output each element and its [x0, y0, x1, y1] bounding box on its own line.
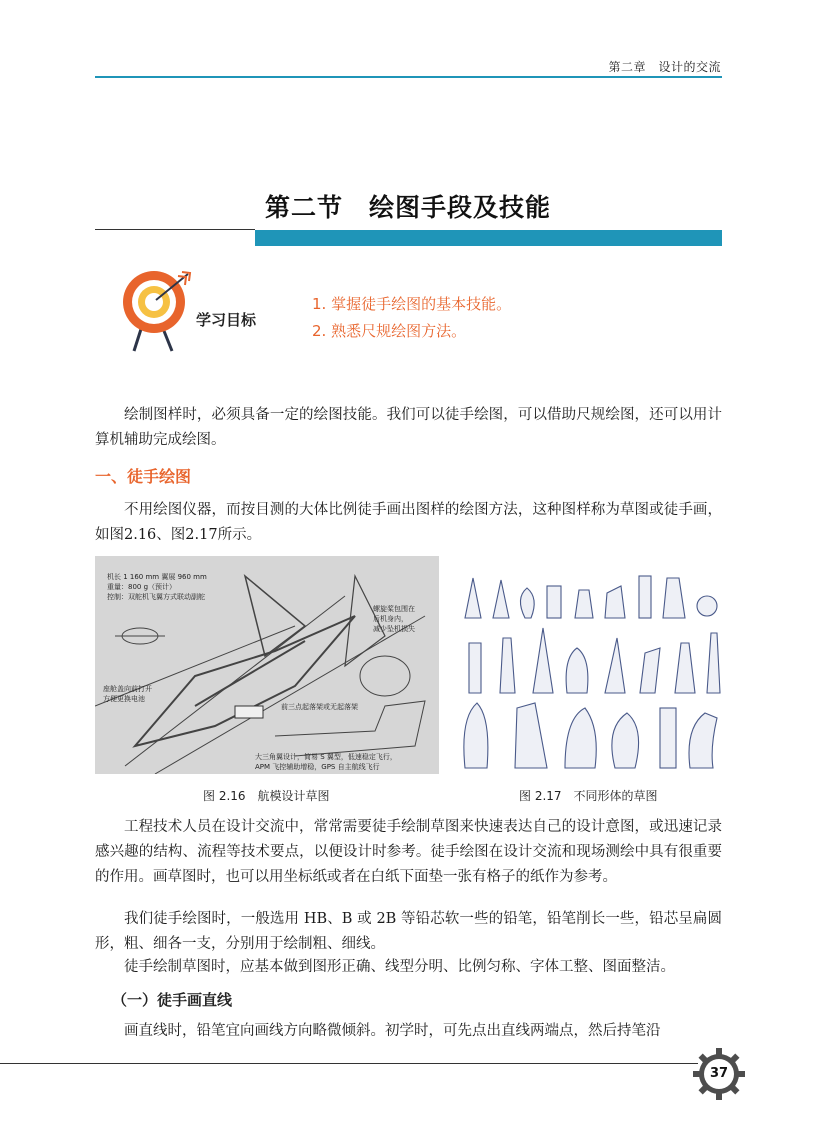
sketch-note-prop	[373, 604, 415, 634]
title-underline	[95, 229, 255, 230]
sketch-note-line: APM 飞控辅助增稳，GPS 自主航线飞行	[255, 763, 380, 771]
sketch-note-cargo	[103, 684, 152, 704]
section-title: 第二节 绘图手段及技能	[264, 193, 551, 222]
subheading-straight-lines: （一）徒手画直线	[112, 991, 233, 1009]
goals-label: 学习目标	[196, 311, 257, 329]
heading-freehand: 一、徒手绘图	[95, 467, 192, 486]
running-header: 第二章 设计的交流	[608, 60, 721, 74]
bottle-sketches-image	[455, 568, 722, 774]
goal-item-2: 2. 熟悉尺规绘图方法。	[312, 322, 467, 340]
sketch-use-paragraph: 工程技术人员在设计交流中，常常需要徒手绘制草图来快速表达自己的设计意图，或迅速记录感兴趣的结构、流程等技术要点，以便设计时参考。徒手绘图在设计交流和现场测绘中具有很重要的作用。画草图时，也可以用坐标纸或者在白纸下面垫一张有格子的纸作为参考。	[95, 819, 722, 885]
straight-line-paragraph: 画直线时，铅笔宜向画线方向略微倾斜。初学时，可先点出直线两端点，然后持笔沿	[124, 1023, 661, 1039]
requirements-paragraph: 徒手绘制草图时，应基本做到图形正确、线型分明、比例匀称、字体工整、图面整洁。	[124, 959, 675, 975]
sketch-note-specs	[107, 572, 207, 602]
freehand-paragraph: 不用绘图仪器，而按目测的大体比例徒手画出图样的绘图方法，这种图样称为草图或徒手画，如图2.16、图2.17所示。	[95, 502, 722, 543]
sketch-note-line: 机长 1 160 mm 翼展 960 mm	[107, 573, 207, 581]
sketch-note-line: 螺旋桨包围在	[373, 605, 415, 613]
title-accent-bar	[255, 230, 722, 246]
figure-2-17-caption: 图 2.17 不同形体的草图	[519, 789, 658, 803]
sketch-note-line: 后机身内，	[373, 615, 408, 623]
footer-rule	[0, 1063, 698, 1064]
intro-paragraph: 绘制图样时，必须具备一定的绘图技能。我们可以徒手绘图，可以借助尺规绘图，还可以用计算机辅助完成绘图。	[95, 407, 722, 448]
sketch-note-line: 控制：双舵机飞翼方式联动副舵	[107, 593, 205, 601]
sketch-note-line: 重量：800 g（预计）	[107, 583, 177, 591]
sketch-note-line: 大三角翼设计，简易 S 翼型，低速稳定飞行，	[255, 753, 397, 761]
sketch-note-line: 座舱盖向前打开	[103, 685, 152, 693]
goal-item-1: 1. 掌握徒手绘图的基本技能。	[312, 295, 512, 313]
sketch-note-line: 减少坠机损失	[373, 625, 415, 633]
sketch-note-features	[255, 752, 397, 772]
sketch-note-line: 方便更换电池	[103, 695, 145, 703]
pencil-paragraph: 我们徒手绘图时，一般选用 HB、B 或 2B 等铅芯软一些的铅笔，铅笔削长一些，铅芯呈扁圆形，粗、细各一支，分别用于绘制粗、细线。	[95, 911, 722, 952]
figure-2-16-caption: 图 2.16 航模设计草图	[203, 789, 330, 803]
page-number: 37	[709, 1066, 729, 1081]
header-rule	[95, 76, 722, 78]
aircraft-sketch-image	[95, 556, 439, 774]
target-icon	[120, 268, 200, 354]
sketch-note-gear: 前三点起落架或无起落架	[281, 703, 358, 711]
